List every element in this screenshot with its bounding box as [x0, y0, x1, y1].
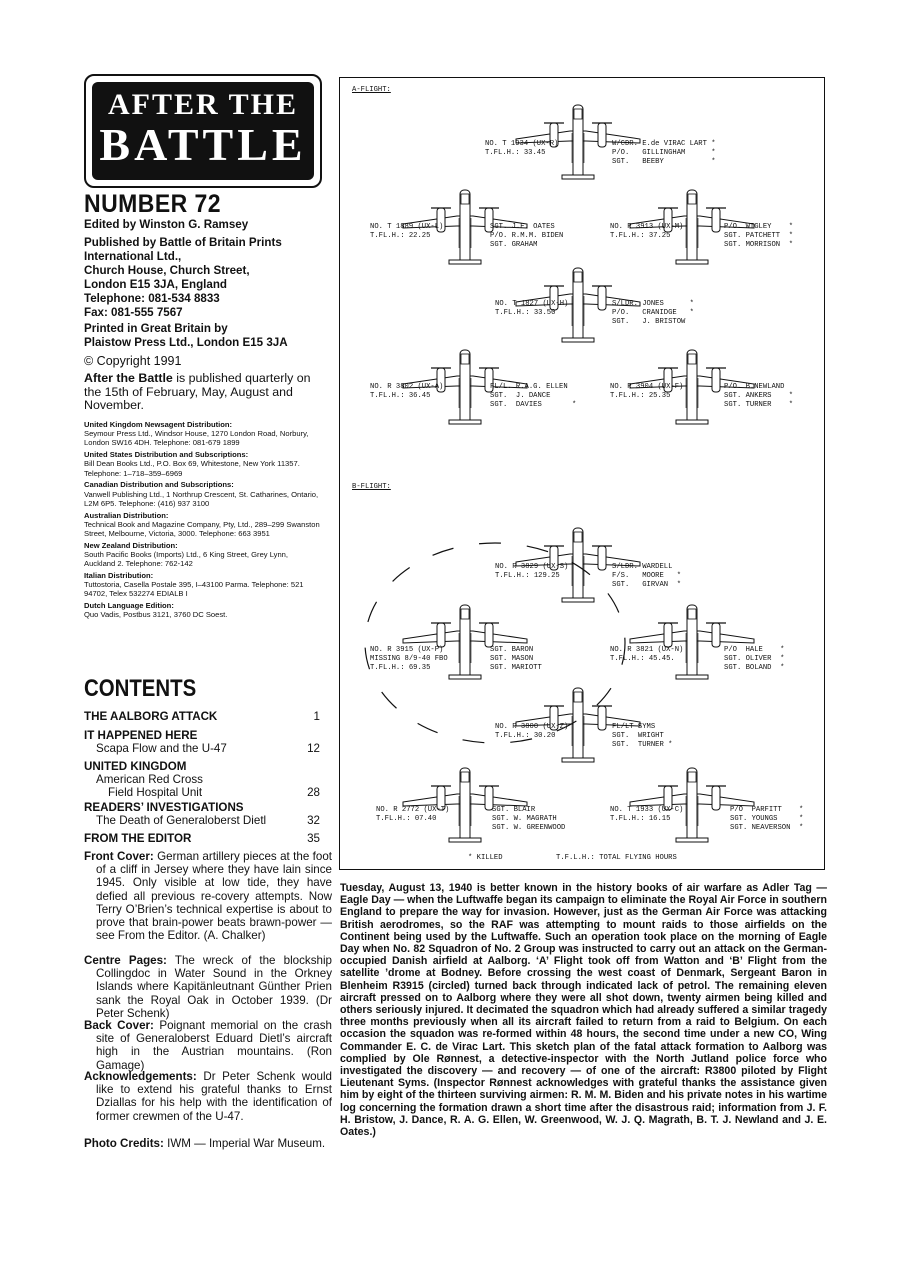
contents-item-page: 28 [307, 786, 320, 799]
printer-line: Plaistow Press Ltd., London E15 3JA [84, 336, 288, 349]
aircraft-crew-label: P/O. WIGLEY * SGT. PATCHETT * SGT. MORRISON * [724, 223, 794, 249]
aircraft-crew-label: SGT. J.E. OATES P/O. R.M.M. BIDEN SGT. GRAHAM [490, 223, 564, 249]
aircraft-serial-label: NO. R 2772 (UX-T) T.FL.H.: 07.40 [376, 806, 450, 823]
distribution-heading: Italian Distribution: [84, 571, 154, 581]
aircraft-crew-label: FL/L. R.A.G. ELLEN SGT. J. DANCE SGT. DAVIES * [490, 383, 577, 409]
note-heading: Photo Credits: [84, 1137, 164, 1150]
contents-item[interactable] [84, 760, 320, 799]
distribution-entry [84, 511, 320, 539]
distribution-text: Bill Dean Books Ltd., P.O. Box 69, Whitestone, New York 11357. Telephone: 1–718–359–6969 [84, 459, 300, 478]
contents-item-title: UNITED KINGDOM [84, 760, 187, 773]
distribution-text: Tuttostoria, Casella Postale 395, I–43100 Parma. Telephone: 521 94702, Telex 532274 EDIALB I [84, 580, 304, 599]
contents-item-page: 35 [307, 832, 320, 845]
note-entry [84, 954, 332, 1020]
contents-item[interactable] [84, 710, 320, 723]
note-entry [84, 1137, 332, 1150]
distribution-text: South Pacific Books (Imports) Ltd., 6 King Street, Grey Lynn, Auckland 2. Telephone: 762-142 [84, 550, 288, 569]
aircraft-crew-label: S/LDR. JONES * P/O. CRANIDGE * SGT. J. BRISTOW [612, 300, 694, 326]
contents-item[interactable] [84, 801, 320, 827]
distribution-text: Seymour Press Ltd., Windsor House, 1270 London Road, Norbury, London SW16 4DH. Telephone: 081-679 1899 [84, 429, 309, 448]
distribution-text: Technical Book and Magazine Company, Pty, Ltd., 289–299 Swanston Street, Melbourne, Victoria, 3000. Telephone: 663 3951 [84, 519, 320, 539]
contents-item-page: 1 [313, 710, 320, 723]
distribution-list [84, 420, 320, 622]
aircraft-crew-label: W/CDR. E.de VIRAC LART * P/O. GILLINGHAM * SGT. BEEBY * [612, 140, 716, 166]
distribution-entry [84, 541, 320, 569]
aircraft-serial-label: NO. T 1889 (UX-L) T.FL.H.: 22.25 [370, 223, 444, 240]
note-text: The wreck of the blockship Collingdoc in Water Sound in the Orkney Islands where Kapitänleutnant Günther Prien sank the Royal Oak in October 1939. (Dr Peter Schenk) [96, 954, 332, 1020]
story-caption: Tuesday, August 13, 1940 is better known in the history books of air warfare as Adler Tag — Eagle Day — when the Luftwaffe began its campaign to eliminate the Royal Air Force in southern England to prepare the way for invasion. However, just as the German Air Force was attacking British aerodromes, so the RAF was attempting to mount raids to those airfields on the Continent being used by the Luftwaffe. Such an operation took place on the morning of Eagle Day when No. 82 Squadron of No. 2 Group was instructed to carry out an attack on the German-occupied Danish airfield at Aalborg. ‘A’ Flight took off from Watton and ‘B’ Flight from the satellite ’drome at Bodney. Before crossing the west coast of Denmark, Sergeant Baron in Blenheim R3915 (circled) turned back through indicated lack of petrol. The remaining eleven aircraft pressed on to Aalborg where they were all shot down, twenty airmen being killed and others seriously injured. It decimated the squadron which had already suffered a similar tragedy three months previously when all its aircraft failed to return from a raid to Belgium. On each occasion the squadon was re-formed within 48 hours, the second time under a new CO, Wing Commander E. C. de Virac Lart. This sketch plan of the fatal attack formation to Aalborg was complied by Ole Rønnest, a detective-inspector with the North Jutland police force who investigated the discovery — and recovery — of one of the aircraft: R3800 piloted by Flight Lieutenant Syms. (Inspector Rønnest acknowledges with grateful thanks the assistance given him by eight of the thirteen surviving airmen: R. M. M. Biden and his private notes in his wartime log concerning the formation drawn a short time after the disastrous raid; information from J. F. H. Bristow, J. Dance, R. A. G. Ellen, W. Greenwood, W. J. Q. Magrath, B. T. J. Newland and J. E. Oates.) [340, 882, 828, 1139]
distribution-text: Quo Vadis, Postbus 3121, 3760 DC Soest. [84, 610, 228, 620]
aircraft-serial-label: NO. R 3904 (UX-F) T.FL.H.: 25.35 [610, 383, 684, 400]
masthead-line1: AFTER THE [108, 88, 298, 121]
aircraft-serial-label: NO. T 1827 (UX-H) T.FL.H.: 33.50 [495, 300, 569, 317]
note-text: Dr Peter Schenk would like to extend his grateful thanks to Ernst Dziallas for his help with the identification of former crewmen of the U-47. [96, 1070, 332, 1123]
note-text: Poignant memorial on the crash site of Generaloberst Eduard Dietl’s aircraft high in the Austrian mountains. (Ron Gamage) [96, 1019, 332, 1072]
contents-item-subtitle: Field Hospital Unit [108, 786, 203, 799]
aircraft-crew-label: SGT. BARON SGT. MASON SGT. MARIOTT [490, 646, 542, 672]
contents-item-subtitle: American Red Cross [96, 773, 203, 786]
distribution-heading: Canadian Distribution and Subscriptions: [84, 480, 234, 490]
b-flight-label: B-FLIGHT: [352, 483, 391, 491]
note-text: IWM — Imperial War Museum. [163, 1137, 326, 1150]
note-entry [84, 1070, 332, 1123]
printer-line: Printed in Great Britain by [84, 322, 228, 335]
distribution-entry [84, 601, 320, 619]
distribution-entry [84, 571, 320, 599]
distribution-heading: United States Distribution and Subscriptions: [84, 450, 249, 460]
aircraft-serial-label: NO. R 3821 (UX-N) T.FL.H.: 45.45. [610, 646, 684, 663]
publisher-line: Published by Battle of Britain Prints [84, 236, 282, 249]
contents-item-title: READERS’ INVESTIGATIONS [84, 801, 244, 814]
aircraft-serial-label: NO. T 1933 (UX-C) T.FL.H.: 16.15 [610, 806, 684, 823]
contents-item-title: THE AALBORG ATTACK [84, 710, 218, 723]
note-entry [84, 850, 332, 942]
formation-sketch [340, 78, 826, 871]
issue-number: NUMBER 72 [84, 190, 222, 218]
distribution-text: Vanwell Publishing Ltd., 1 Northrup Crescent, St. Catharines, Ontario, L2M 6P5. Telephone: (416) 937 3100 [84, 489, 319, 508]
publisher-line: International Ltd., [84, 250, 182, 263]
distribution-heading: United Kingdom Newsagent Distribution: [84, 420, 233, 429]
aircraft-serial-label: NO. T 1934 (UX-R) T.FL.H.: 33.45 [485, 140, 559, 157]
publication-text: is published quarterly on the 15th of February, May, August and November. [84, 371, 311, 413]
legend-flying-hours: T.F.L.H.: TOTAL FLYING HOURS [556, 854, 677, 862]
aircraft-serial-label: NO. R 3913 (UX-M) T.FL.H.: 37.25 [610, 223, 684, 240]
aircraft-serial-label: NO. R 3800 (UX-Z) T.FL.H.: 30.20 [495, 723, 569, 740]
aircraft-crew-label: S/LDR. WARDELL F/S. MOORE * SGT. GIRVAN * [612, 563, 682, 589]
note-heading: Acknowledgements: [84, 1070, 197, 1083]
aircraft-crew-label: P/O. B.NEWLAND SGT. ANKERS * SGT. TURNER * [724, 383, 794, 409]
distribution-entry [84, 480, 320, 508]
printer-block [84, 322, 320, 350]
publisher-line: Fax: 081-555 7567 [84, 306, 183, 319]
note-heading: Front Cover: [84, 850, 154, 863]
note-heading: Centre Pages: [84, 954, 167, 967]
aircraft-serial-label: NO. R 3829 (UX-S) T.FL.H.: 129.25 [495, 563, 569, 580]
contents-item-subtitle: Scapa Flow and the U-47 [96, 742, 227, 755]
distribution-heading: Dutch Language Edition: [84, 601, 174, 611]
note-text: German artillery pieces at the foot of a cliff in Jersey where they have lain since 1945. Only visible at low tide, they have defied all previous re-covery attempts. Now Terry O’Brien’s technical expertise is about to prove that brain-power beats brawn-power — see From the Editor. (A. Chalker) [96, 850, 333, 943]
masthead-logo [84, 74, 322, 188]
contents-title: CONTENTS [84, 675, 197, 702]
aircraft-serial-label: NO. R 3802 (UX-A) T.FL.H.: 36.45 [370, 383, 444, 400]
distribution-heading: New Zealand Distribution: [84, 540, 178, 550]
aircraft-crew-label: P/O PARFITT * SGT. YOUNGS * SGT. NEAVERSON * [730, 806, 804, 832]
formation-diagram [339, 77, 825, 870]
contents-item-subtitle: The Death of Generaloberst Dietl [96, 814, 267, 827]
publication-schedule [84, 372, 320, 413]
masthead-line2: BATTLE [99, 119, 307, 170]
legend-killed: * KILLED [468, 854, 503, 862]
contents-item-title: FROM THE EDITOR [84, 832, 192, 845]
publisher-block [84, 236, 320, 320]
contents-item[interactable] [84, 832, 320, 845]
aircraft-crew-label: P/O HALE * SGT. OLIVER * SGT. BOLAND * [724, 646, 785, 672]
aircraft-crew-label: FL/LT SYMS SGT. WRIGHT SGT. TURNER * [612, 723, 673, 749]
publisher-line: Church House, Church Street, [84, 264, 250, 277]
note-entry [84, 1019, 332, 1072]
distribution-heading: Australian Distribution: [84, 510, 169, 520]
publisher-line: Telephone: 081-534 8833 [84, 292, 220, 305]
a-flight-label: A-FLIGHT: [352, 86, 391, 94]
contents-item-page: 32 [307, 814, 320, 827]
aircraft-crew-label: SGT. BLAIR SGT. W. MAGRATH SGT. W. GREENWOOD [492, 806, 566, 832]
publisher-line: London E15 3JA, England [84, 278, 228, 291]
publication-title: After the Battle [84, 371, 173, 385]
contents-item-page: 12 [307, 742, 320, 755]
distribution-entry [84, 420, 320, 448]
editor-line: Edited by Winston G. Ramsey [84, 218, 249, 231]
distribution-entry [84, 450, 320, 478]
contents-item-title: IT HAPPENED HERE [84, 729, 198, 742]
copyright: © Copyright 1991 [84, 354, 182, 368]
note-heading: Back Cover: [84, 1019, 154, 1032]
aircraft-serial-label: NO. R 3915 (UX-P) MISSING 8/9-40 FBO T.FL.H.: 69.35 [370, 646, 448, 672]
contents-item[interactable] [84, 729, 320, 755]
